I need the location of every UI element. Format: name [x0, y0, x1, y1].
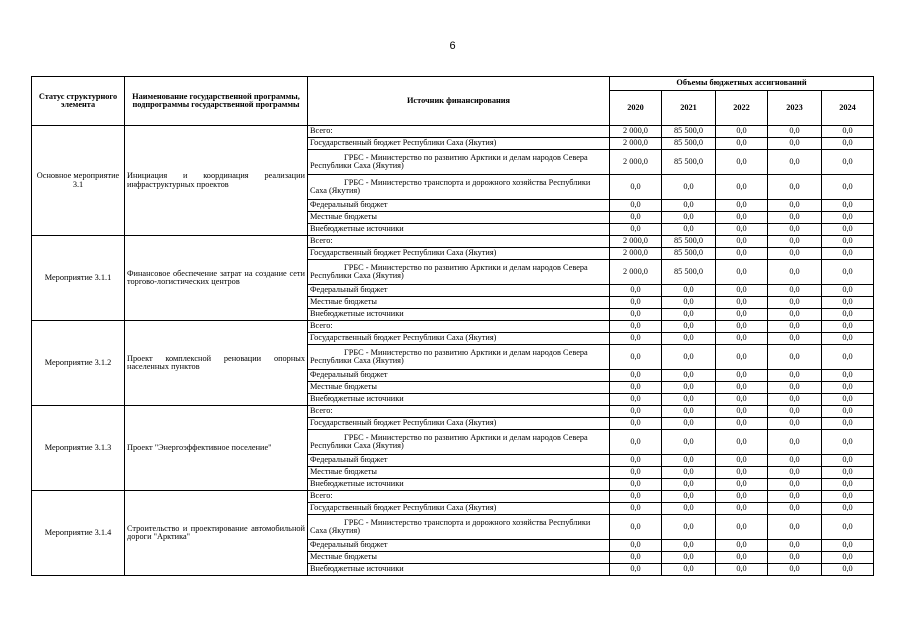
allocation-value-2022: 0,0 [716, 345, 768, 370]
allocation-value-2021: 0,0 [662, 333, 716, 345]
allocation-value-2023: 0,0 [768, 200, 822, 212]
allocation-value-2021: 0,0 [662, 503, 716, 515]
allocation-value-2023: 0,0 [768, 467, 822, 479]
allocation-value-2022: 0,0 [716, 503, 768, 515]
allocation-value-2020: 2 000,0 [610, 260, 662, 285]
allocation-value-2021: 0,0 [662, 564, 716, 576]
allocation-value-2024: 0,0 [822, 224, 874, 236]
allocation-value-2020: 0,0 [610, 224, 662, 236]
allocation-value-2021: 0,0 [662, 345, 716, 370]
allocation-value-2021: 0,0 [662, 309, 716, 321]
allocation-value-2022: 0,0 [716, 285, 768, 297]
allocation-value-2020: 0,0 [610, 175, 662, 200]
allocation-value-2022: 0,0 [716, 491, 768, 503]
funding-source: ГРБС - Министерство по развитию Арктики и делам народов Севера Республики Саха (Якутия) [308, 345, 610, 370]
allocation-value-2024: 0,0 [822, 248, 874, 260]
allocation-value-2022: 0,0 [716, 515, 768, 540]
allocation-value-2021: 85 500,0 [662, 138, 716, 150]
allocation-value-2020: 0,0 [610, 515, 662, 540]
funding-source: Всего: [308, 236, 610, 248]
program-name: Финансовое обеспечение затрат на создание сети торгово-логистических центров [125, 236, 308, 321]
allocation-value-2021: 0,0 [662, 430, 716, 455]
funding-source: Государственный бюджет Республики Саха (Якутия) [308, 418, 610, 430]
allocation-value-2020: 0,0 [610, 200, 662, 212]
allocation-value-2022: 0,0 [716, 418, 768, 430]
allocation-value-2022: 0,0 [716, 138, 768, 150]
allocation-value-2021: 0,0 [662, 455, 716, 467]
allocation-value-2022: 0,0 [716, 150, 768, 175]
allocation-value-2023: 0,0 [768, 540, 822, 552]
allocation-value-2022: 0,0 [716, 406, 768, 418]
allocation-value-2023: 0,0 [768, 394, 822, 406]
allocation-value-2024: 0,0 [822, 138, 874, 150]
funding-source: Внебюджетные источники [308, 309, 610, 321]
allocation-value-2021: 85 500,0 [662, 248, 716, 260]
funding-source: Федеральный бюджет [308, 200, 610, 212]
funding-source: Государственный бюджет Республики Саха (Якутия) [308, 138, 610, 150]
allocation-value-2024: 0,0 [822, 150, 874, 175]
allocation-value-2020: 0,0 [610, 540, 662, 552]
allocation-value-2020: 0,0 [610, 564, 662, 576]
allocation-value-2021: 0,0 [662, 212, 716, 224]
allocation-value-2022: 0,0 [716, 126, 768, 138]
allocation-value-2022: 0,0 [716, 382, 768, 394]
funding-source: Местные бюджеты [308, 297, 610, 309]
header-year: 2023 [768, 91, 822, 126]
allocation-value-2021: 85 500,0 [662, 150, 716, 175]
structural-element-status: Основное мероприятие 3.1 [32, 126, 125, 236]
allocation-value-2022: 0,0 [716, 321, 768, 333]
funding-source: Местные бюджеты [308, 552, 610, 564]
structural-element-status: Мероприятие 3.1.4 [32, 491, 125, 576]
allocation-value-2022: 0,0 [716, 297, 768, 309]
allocation-value-2024: 0,0 [822, 297, 874, 309]
allocation-value-2024: 0,0 [822, 236, 874, 248]
allocation-value-2024: 0,0 [822, 479, 874, 491]
allocation-value-2020: 0,0 [610, 479, 662, 491]
funding-source: Государственный бюджет Республики Саха (Якутия) [308, 503, 610, 515]
allocation-value-2023: 0,0 [768, 418, 822, 430]
allocation-value-2023: 0,0 [768, 126, 822, 138]
allocation-value-2024: 0,0 [822, 406, 874, 418]
allocation-value-2021: 85 500,0 [662, 260, 716, 285]
allocation-value-2022: 0,0 [716, 333, 768, 345]
allocation-value-2023: 0,0 [768, 455, 822, 467]
header-status: Статус структурного элемента [32, 77, 125, 126]
funding-source: Местные бюджеты [308, 382, 610, 394]
allocation-value-2020: 0,0 [610, 418, 662, 430]
allocation-value-2024: 0,0 [822, 430, 874, 455]
funding-source: ГРБС - Министерство по развитию Арктики и делам народов Севера Республики Саха (Якутия) [308, 150, 610, 175]
allocation-value-2022: 0,0 [716, 260, 768, 285]
allocation-value-2020: 0,0 [610, 321, 662, 333]
allocation-value-2020: 0,0 [610, 333, 662, 345]
allocation-value-2022: 0,0 [716, 200, 768, 212]
allocation-value-2024: 0,0 [822, 418, 874, 430]
allocation-value-2020: 0,0 [610, 382, 662, 394]
header-year: 2024 [822, 91, 874, 126]
allocation-value-2020: 0,0 [610, 345, 662, 370]
funding-source: Всего: [308, 126, 610, 138]
allocation-value-2024: 0,0 [822, 382, 874, 394]
allocation-value-2024: 0,0 [822, 285, 874, 297]
allocation-value-2021: 0,0 [662, 406, 716, 418]
allocation-value-2023: 0,0 [768, 212, 822, 224]
allocation-value-2022: 0,0 [716, 430, 768, 455]
allocation-value-2024: 0,0 [822, 491, 874, 503]
allocation-value-2021: 0,0 [662, 370, 716, 382]
allocation-value-2024: 0,0 [822, 515, 874, 540]
table-body [32, 126, 874, 576]
header-year: 2021 [662, 91, 716, 126]
allocation-value-2020: 0,0 [610, 406, 662, 418]
allocation-value-2020: 0,0 [610, 297, 662, 309]
funding-source: ГРБС - Министерство по развитию Арктики и делам народов Севера Республики Саха (Якутия) [308, 260, 610, 285]
allocation-value-2020: 0,0 [610, 455, 662, 467]
allocation-value-2021: 0,0 [662, 418, 716, 430]
header-name: Наименование государственной программы, подпрограммы государственной программы [125, 77, 308, 126]
allocation-value-2024: 0,0 [822, 309, 874, 321]
table-row [32, 406, 874, 418]
allocation-value-2021: 0,0 [662, 515, 716, 540]
allocation-value-2021: 85 500,0 [662, 236, 716, 248]
allocation-value-2021: 0,0 [662, 321, 716, 333]
funding-source: Внебюджетные источники [308, 394, 610, 406]
allocation-value-2022: 0,0 [716, 224, 768, 236]
allocation-value-2024: 0,0 [822, 503, 874, 515]
allocation-value-2024: 0,0 [822, 455, 874, 467]
allocation-value-2020: 0,0 [610, 467, 662, 479]
allocation-value-2024: 0,0 [822, 321, 874, 333]
allocation-value-2020: 0,0 [610, 309, 662, 321]
allocation-value-2023: 0,0 [768, 370, 822, 382]
funding-source: ГРБС - Министерство по развитию Арктики и делам народов Севера Республики Саха (Якутия) [308, 430, 610, 455]
allocation-value-2020: 0,0 [610, 491, 662, 503]
allocation-value-2021: 0,0 [662, 540, 716, 552]
table-row [32, 236, 874, 248]
table-row [32, 126, 874, 138]
allocation-value-2023: 0,0 [768, 285, 822, 297]
allocation-value-2023: 0,0 [768, 297, 822, 309]
allocation-value-2024: 0,0 [822, 200, 874, 212]
allocation-value-2024: 0,0 [822, 333, 874, 345]
allocation-value-2024: 0,0 [822, 552, 874, 564]
allocation-value-2024: 0,0 [822, 175, 874, 200]
allocation-value-2022: 0,0 [716, 394, 768, 406]
funding-source: Внебюджетные источники [308, 564, 610, 576]
structural-element-status: Мероприятие 3.1.3 [32, 406, 125, 491]
allocation-value-2023: 0,0 [768, 175, 822, 200]
funding-source: Всего: [308, 406, 610, 418]
allocation-value-2023: 0,0 [768, 345, 822, 370]
funding-source: Местные бюджеты [308, 212, 610, 224]
allocation-value-2020: 2 000,0 [610, 138, 662, 150]
allocation-value-2023: 0,0 [768, 552, 822, 564]
allocation-value-2020: 0,0 [610, 430, 662, 455]
allocation-value-2023: 0,0 [768, 333, 822, 345]
allocation-value-2023: 0,0 [768, 236, 822, 248]
allocation-value-2022: 0,0 [716, 467, 768, 479]
allocation-value-2023: 0,0 [768, 260, 822, 285]
allocation-value-2024: 0,0 [822, 212, 874, 224]
table-row [32, 491, 874, 503]
allocation-value-2020: 0,0 [610, 370, 662, 382]
allocation-value-2023: 0,0 [768, 138, 822, 150]
allocation-value-2021: 0,0 [662, 552, 716, 564]
allocation-value-2021: 0,0 [662, 382, 716, 394]
allocation-value-2022: 0,0 [716, 479, 768, 491]
allocation-value-2022: 0,0 [716, 248, 768, 260]
table-header [32, 77, 874, 126]
allocation-value-2022: 0,0 [716, 370, 768, 382]
allocation-value-2024: 0,0 [822, 260, 874, 285]
allocation-value-2022: 0,0 [716, 212, 768, 224]
funding-source: Всего: [308, 321, 610, 333]
allocation-value-2020: 2 000,0 [610, 248, 662, 260]
funding-source: Государственный бюджет Республики Саха (Якутия) [308, 333, 610, 345]
funding-source: Всего: [308, 491, 610, 503]
allocation-value-2022: 0,0 [716, 455, 768, 467]
allocation-value-2021: 0,0 [662, 467, 716, 479]
allocation-value-2022: 0,0 [716, 175, 768, 200]
allocation-value-2023: 0,0 [768, 564, 822, 576]
funding-source: Федеральный бюджет [308, 540, 610, 552]
allocation-value-2022: 0,0 [716, 564, 768, 576]
budget-allocation-table [31, 76, 874, 576]
allocation-value-2020: 0,0 [610, 285, 662, 297]
program-name: Инициация и координация реализации инфраструктурных проектов [125, 126, 308, 236]
allocation-value-2021: 0,0 [662, 200, 716, 212]
header-source: Источник финансирования [308, 77, 610, 126]
allocation-value-2021: 0,0 [662, 224, 716, 236]
funding-source: Внебюджетные источники [308, 479, 610, 491]
allocation-value-2023: 0,0 [768, 515, 822, 540]
allocation-value-2024: 0,0 [822, 126, 874, 138]
allocation-value-2024: 0,0 [822, 370, 874, 382]
allocation-value-2022: 0,0 [716, 552, 768, 564]
allocation-value-2023: 0,0 [768, 321, 822, 333]
allocation-value-2024: 0,0 [822, 540, 874, 552]
allocation-value-2022: 0,0 [716, 309, 768, 321]
allocation-value-2020: 0,0 [610, 394, 662, 406]
funding-source: Федеральный бюджет [308, 370, 610, 382]
allocation-value-2023: 0,0 [768, 479, 822, 491]
allocation-value-2023: 0,0 [768, 503, 822, 515]
allocation-value-2021: 0,0 [662, 491, 716, 503]
allocation-value-2021: 0,0 [662, 297, 716, 309]
allocation-value-2023: 0,0 [768, 430, 822, 455]
allocation-value-2020: 2 000,0 [610, 126, 662, 138]
page-number: 6 [449, 40, 456, 52]
structural-element-status: Мероприятие 3.1.2 [32, 321, 125, 406]
allocation-value-2021: 0,0 [662, 175, 716, 200]
allocation-value-2020: 2 000,0 [610, 150, 662, 175]
program-name: Строительство и проектирование автомобильной дороги "Арктика" [125, 491, 308, 576]
header-year: 2022 [716, 91, 768, 126]
funding-source: Федеральный бюджет [308, 285, 610, 297]
allocation-value-2024: 0,0 [822, 394, 874, 406]
table-row [32, 321, 874, 333]
header-year: 2020 [610, 91, 662, 126]
allocation-value-2021: 0,0 [662, 479, 716, 491]
allocation-value-2022: 0,0 [716, 540, 768, 552]
funding-source: ГРБС - Министерство транспорта и дорожного хозяйства Республики Саха (Якутия) [308, 175, 610, 200]
funding-source: Внебюджетные источники [308, 224, 610, 236]
allocation-value-2020: 0,0 [610, 212, 662, 224]
structural-element-status: Мероприятие 3.1.1 [32, 236, 125, 321]
allocation-value-2023: 0,0 [768, 309, 822, 321]
allocation-value-2020: 0,0 [610, 503, 662, 515]
allocation-value-2024: 0,0 [822, 345, 874, 370]
funding-source: ГРБС - Министерство транспорта и дорожного хозяйства Республики Саха (Якутия) [308, 515, 610, 540]
funding-source: Местные бюджеты [308, 467, 610, 479]
program-name: Проект "Энергоэффективное поселение" [125, 406, 308, 491]
allocation-value-2024: 0,0 [822, 564, 874, 576]
allocation-value-2023: 0,0 [768, 248, 822, 260]
funding-source: Государственный бюджет Республики Саха (Якутия) [308, 248, 610, 260]
allocation-value-2024: 0,0 [822, 467, 874, 479]
allocation-value-2022: 0,0 [716, 236, 768, 248]
allocation-value-2020: 0,0 [610, 552, 662, 564]
allocation-value-2023: 0,0 [768, 491, 822, 503]
allocation-value-2021: 0,0 [662, 394, 716, 406]
allocation-value-2023: 0,0 [768, 224, 822, 236]
allocation-value-2021: 0,0 [662, 285, 716, 297]
funding-source: Федеральный бюджет [308, 455, 610, 467]
allocation-value-2020: 2 000,0 [610, 236, 662, 248]
allocation-value-2021: 85 500,0 [662, 126, 716, 138]
program-name: Проект комплексной реновации опорных населенных пунктов [125, 321, 308, 406]
allocation-value-2023: 0,0 [768, 382, 822, 394]
allocation-value-2023: 0,0 [768, 406, 822, 418]
header-volumes: Объемы бюджетных ассигнований [610, 77, 874, 91]
allocation-value-2023: 0,0 [768, 150, 822, 175]
